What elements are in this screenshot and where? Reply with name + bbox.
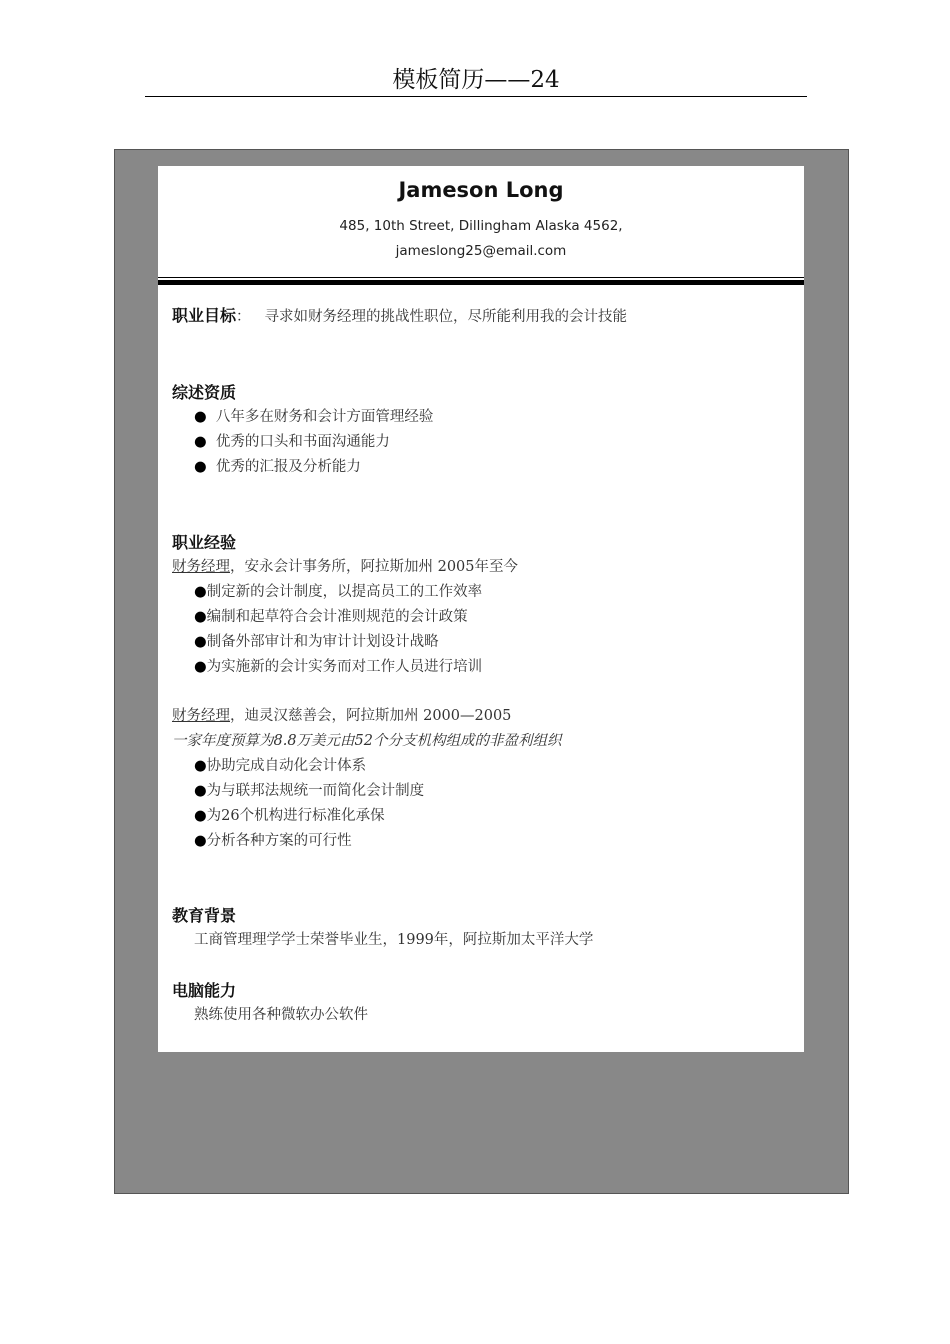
bullet-icon: ● (194, 783, 207, 799)
education-text: 工商管理理学学士荣誉毕业生，1999年，阿拉斯加太平洋大学 (194, 932, 594, 948)
job-info: ，迪灵汉慈善会，阿拉斯加州 2000—2005 (230, 708, 512, 724)
job-description: 一家年度预算为8.8万美元由52个分支机构组成的非盈利组织 (172, 733, 562, 749)
bullet-icon: ● (194, 808, 207, 824)
bullet-icon: ● (194, 609, 207, 625)
summary-item: ● 优秀的口头和书面沟通能力 (194, 434, 390, 450)
job-title-line (172, 557, 518, 577)
job-info: ，安永会计事务所，阿拉斯加州 2005年至今 (230, 559, 519, 575)
objective-colon: ： (236, 309, 251, 325)
bullet-icon: ● (194, 659, 207, 675)
bullet-icon: ● (194, 833, 207, 849)
job-bullet: ●编制和起草符合会计准则规范的会计政策 (194, 609, 468, 625)
job-bullet: ●为与联邦法规统一而简化会计制度 (194, 783, 425, 799)
resume-name: Jameson Long (398, 178, 564, 202)
job-title-line (172, 706, 511, 726)
education-heading: 教育背景 (172, 906, 237, 925)
bullet-icon: ● (194, 409, 207, 425)
objective-label: 职业目标 (172, 306, 237, 325)
header-divider-thick (158, 280, 804, 285)
job-bullet: ●为实施新的会计实务而对工作人员进行培训 (194, 659, 483, 675)
bullet-icon: ● (194, 584, 207, 600)
header-divider-thin (158, 277, 804, 278)
job-bullet: ●制定新的会计制度，以提高员工的工作效率 (194, 584, 483, 600)
job-title: 财务经理 (172, 559, 230, 575)
computer-heading: 电脑能力 (172, 981, 237, 1000)
resume-address: 485, 10th Street, Dillingham Alaska 4562, (339, 218, 623, 234)
summary-item: ● 八年多在财务和会计方面管理经验 (194, 409, 434, 425)
experience-heading: 职业经验 (172, 533, 237, 552)
objective-row (172, 306, 627, 327)
job-bullet: ●分析各种方案的可行性 (194, 833, 352, 849)
summary-heading: 综述资质 (172, 383, 237, 402)
computer-text: 熟练使用各种微软办公软件 (194, 1007, 368, 1023)
job-title: 财务经理 (172, 708, 230, 724)
bullet-icon: ● (194, 758, 207, 774)
resume-card (158, 166, 804, 1052)
bullet-icon: ● (194, 434, 207, 450)
document-title: 模板简历——24 (145, 64, 807, 97)
resume-email: jameslong25@email.com (395, 243, 567, 259)
objective-text: 寻求如财务经理的挑战性职位，尽所能利用我的会计技能 (264, 309, 628, 325)
bullet-icon: ● (194, 634, 207, 650)
summary-item: ● 优秀的汇报及分析能力 (194, 459, 361, 475)
job-bullet: ●制备外部审计和为审计计划设计战略 (194, 634, 439, 650)
job-bullet: ●协助完成自动化会计体系 (194, 758, 367, 774)
bullet-icon: ● (194, 459, 207, 475)
job-bullet: ●为26个机构进行标准化承保 (194, 808, 385, 824)
